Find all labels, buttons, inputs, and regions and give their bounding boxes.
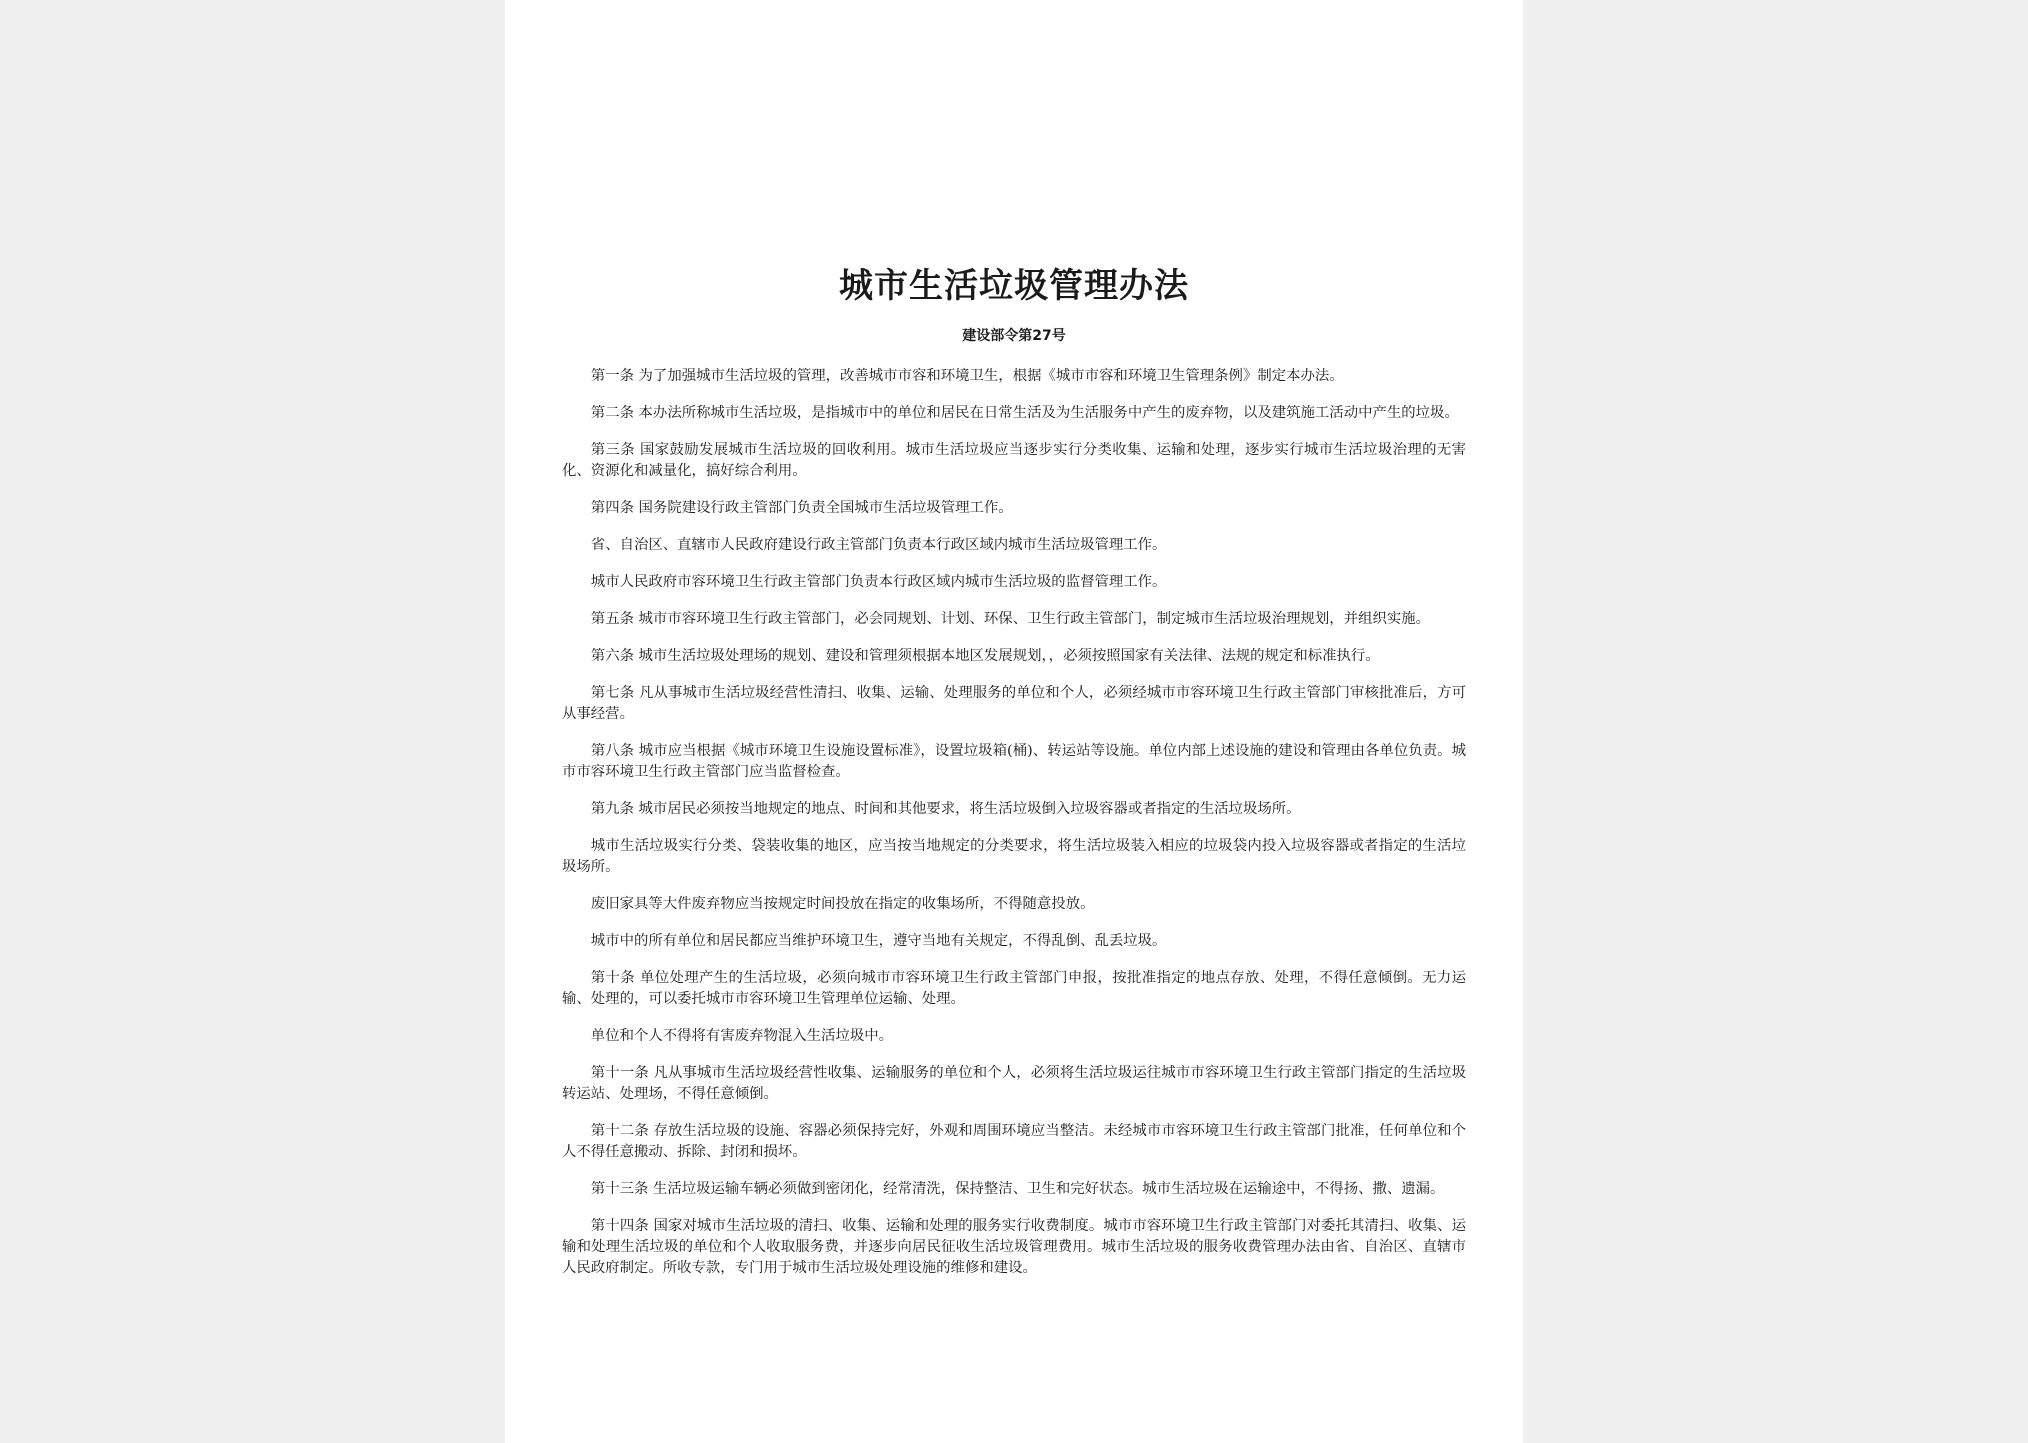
article-paragraph: 单位和个人不得将有害废弃物混入生活垃圾中。: [590, 1028, 894, 1044]
document-subtitle: 建设部令第27号: [962, 328, 1066, 344]
article-paragraph: 城市生活垃圾实行分类、袋装收集的地区，应当按当地规定的分类要求，将生活垃圾装入相应的垃圾袋内投入垃圾容器或者指定的生活垃圾场所。: [562, 838, 1466, 875]
article-paragraph: 第五条 城市市容环境卫生行政主管部门，必会同规划、计划、环保、卫生行政主管部门，制定城市生活垃圾治理规划，并组织实施。: [590, 611, 1431, 627]
article-paragraph: 第六条 城市生活垃圾处理场的规划、建设和管理须根据本地区发展规划，，必须按照国家有关法律、法规的规定和标准执行。: [590, 648, 1380, 664]
article-paragraph: 废旧家具等大件废弃物应当按规定时间投放在指定的收集场所，不得随意投放。: [590, 896, 1095, 912]
article-paragraph: 第十二条 存放生活垃圾的设施、容器必须保持完好，外观和周围环境应当整洁。未经城市市容环境卫生行政主管部门批准，任何单位和个人不得任意搬动、拆除、封闭和损坏。: [562, 1123, 1466, 1160]
article-paragraph: 第十一条 凡从事城市生活垃圾经营性收集、运输服务的单位和个人，必须将生活垃圾运往城市市容环境卫生行政主管部门指定的生活垃圾转运站、处理场，不得任意倾倒。: [562, 1065, 1466, 1102]
article-paragraph: 第七条 凡从事城市生活垃圾经营性清扫、收集、运输、处理服务的单位和个人，必须经城市市容环境卫生行政主管部门审核批准后，方可从事经营。: [562, 685, 1466, 722]
article-paragraph: 第三条 国家鼓励发展城市生活垃圾的回收利用。城市生活垃圾应当逐步实行分类收集、运输和处理，逐步实行城市生活垃圾治理的无害化、资源化和减量化，搞好综合利用。: [562, 442, 1466, 479]
article-paragraph: 省、自治区、直辖市人民政府建设行政主管部门负责本行政区域内城市生活垃圾管理工作。: [590, 537, 1167, 553]
document-page: [505, 0, 1523, 1443]
document-title: 城市生活垃圾管理办法: [839, 266, 1189, 306]
article-paragraph: 第八条 城市应当根据《城市环境卫生设施设置标准》，设置垃圾箱(桶)、转运站等设施。单位内部上述设施的建设和管理由各单位负责。城市市容环境卫生行政主管部门应当监督检查。: [562, 743, 1466, 780]
article-paragraph: 第九条 城市居民必须按当地规定的地点、时间和其他要求，将生活垃圾倒入垃圾容器或者指定的生活垃圾场所。: [590, 801, 1301, 817]
article-paragraph: 第十条 单位处理产生的生活垃圾，必须向城市市容环境卫生行政主管部门申报，按批准指定的地点存放、处理，不得任意倾倒。无力运输、处理的，可以委托城市市容环境卫生管理单位运输、处理。: [562, 970, 1466, 1007]
article-paragraph: 第十三条 生活垃圾运输车辆必须做到密闭化，经常清洗，保持整洁、卫生和完好状态。城市生活垃圾在运输途中，不得扬、撒、遗漏。: [590, 1181, 1445, 1197]
article-paragraph: 城市人民政府市容环境卫生行政主管部门负责本行政区域内城市生活垃圾的监督管理工作。: [590, 574, 1167, 590]
article-paragraph: 第一条 为了加强城市生活垃圾的管理，改善城市市容和环境卫生，根据《城市市容和环境卫生管理条例》制定本办法。: [590, 368, 1344, 384]
article-paragraph: 第四条 国务院建设行政主管部门负责全国城市生活垃圾管理工作。: [590, 500, 1013, 516]
article-paragraph: 城市中的所有单位和居民都应当维护环境卫生，遵守当地有关规定，不得乱倒、乱丢垃圾。: [590, 933, 1167, 949]
article-paragraph: 第二条 本办法所称城市生活垃圾，是指城市中的单位和居民在日常生活及为生活服务中产生的废弃物，以及建筑施工活动中产生的垃圾。: [590, 405, 1459, 421]
article-paragraph: 第十四条 国家对城市生活垃圾的清扫、收集、运输和处理的服务实行收费制度。城市市容环境卫生行政主管部门对委托其清扫、收集、运输和处理生活垃圾的单位和个人收取服务费，并逐步向居民征收生活垃圾管理费用。城市生活垃圾的服务收费管理办法由省、自治区、直辖市人民政府制定。所收专款，专门用于城市生活垃圾处理设施的维修和建设。: [562, 1218, 1466, 1276]
